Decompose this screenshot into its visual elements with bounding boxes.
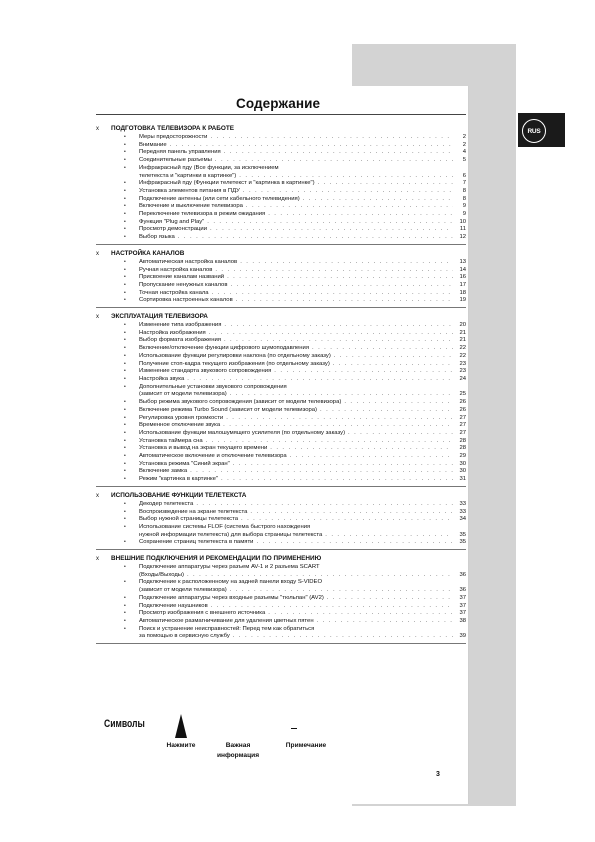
bullet-icon: • <box>124 617 126 624</box>
toc-entry-text: Использование функции малошумящего усилителя (по отдельному заказу) <box>139 429 346 436</box>
toc-entry[interactable] <box>96 134 466 142</box>
bullet-icon: • <box>124 414 126 421</box>
toc-entry-text: нужной информации телетекста) для выбора страницы телетекста <box>139 531 323 538</box>
dot-leader <box>290 453 453 461</box>
bullet-icon: • <box>124 218 126 225</box>
toc-entry[interactable] <box>96 157 466 165</box>
bullet-icon: • <box>124 345 126 352</box>
toc-page-number: 28 <box>459 437 466 444</box>
bullet-icon: • <box>124 352 126 359</box>
bullet-icon: • <box>124 226 126 233</box>
section-title-text: ЭКСПЛУАТАЦИЯ ТЕЛЕВИЗОРА <box>111 313 208 321</box>
toc-entry-text: Установка и вывод на экран текущего времени <box>139 445 268 452</box>
bullet-icon: • <box>124 289 126 296</box>
toc-entry-text: Выбор формата изображения <box>139 337 221 344</box>
toc-entry-text: Присвоение каналам названий <box>139 274 225 281</box>
toc-entry[interactable] <box>96 407 466 415</box>
toc-page-number: 33 <box>459 508 466 515</box>
toc-entry-text: Получение стоп-кадра текущего изображения (по отдельному заказу) <box>139 360 330 367</box>
toc-entry-text: Пропускание ненужных каналов <box>139 281 228 288</box>
toc-page-number: 37 <box>459 610 466 617</box>
dot-leader <box>233 633 453 641</box>
dot-leader <box>333 361 453 369</box>
dot-leader <box>303 196 453 204</box>
toc-entry[interactable] <box>96 376 466 384</box>
toc-entry-text: Переключение телевизора в режим ожидания <box>139 211 266 218</box>
dot-leader <box>268 610 453 618</box>
dot-leader <box>268 211 453 219</box>
toc-entry-text: Автоматическое включение и отключение телевизора <box>139 453 287 460</box>
dot-leader <box>230 587 453 595</box>
toc-entry[interactable] <box>96 453 466 461</box>
toc-page-number: 2 <box>462 141 466 148</box>
toc-entry-text: Подключение аппаратуры через входные разъемы "тюльпан" (AV2) <box>139 594 324 601</box>
toc-entry-text: Автоматическая настройка каналов <box>139 258 238 265</box>
dot-leader <box>170 142 453 150</box>
toc-page-number: 26 <box>459 399 466 406</box>
bullet-icon: • <box>124 234 126 241</box>
toc-page-number: 36 <box>459 571 466 578</box>
toc-entry[interactable] <box>96 461 466 469</box>
toc-entry[interactable] <box>96 203 466 211</box>
bullet-icon: • <box>124 360 126 367</box>
toc-entry[interactable] <box>96 196 466 204</box>
dot-leader <box>230 282 453 290</box>
toc-entry-text: Воспроизведение на экране телетекста <box>139 508 248 515</box>
toc-entry-text: Изменение стандарта звукового сопровождения <box>139 368 272 375</box>
toc-page-number: 23 <box>459 360 466 367</box>
bullet-icon: • <box>124 157 126 164</box>
toc-entry-text: Установка таймера сна <box>139 437 203 444</box>
toc-entry-text: Установка режима "Синий экран" <box>139 460 230 467</box>
section-divider <box>96 549 466 550</box>
dot-leader <box>250 509 453 517</box>
dot-leader <box>224 149 453 157</box>
toc-entry-text: Дополнительные установки звукового сопровождения <box>139 383 287 390</box>
language-badge: RUS <box>522 119 546 143</box>
toc-section <box>96 124 466 245</box>
toc-entry-text: Использование функции регулировки наклона (по отдельному заказу) <box>139 352 331 359</box>
section-marker: x <box>96 556 99 563</box>
toc-entry-text: Сохранение страниц телетекста в памяти <box>139 539 254 546</box>
toc-page-number: 17 <box>459 281 466 288</box>
toc-entry[interactable] <box>96 564 466 579</box>
toc-section-title <box>96 249 466 259</box>
dot-leader <box>246 203 453 211</box>
toc-page-number: 18 <box>459 289 466 296</box>
toc-page-number: 29 <box>459 453 466 460</box>
dot-leader <box>325 532 453 540</box>
table-of-contents <box>96 124 466 648</box>
dot-leader <box>334 353 453 361</box>
page-number: 3 <box>436 770 440 778</box>
bullet-icon: • <box>124 337 126 344</box>
toc-page-number: 34 <box>459 516 466 523</box>
toc-entry-text: Настройка изображения <box>139 329 206 336</box>
toc-section <box>96 312 466 487</box>
toc-entry[interactable] <box>96 282 466 290</box>
dot-leader <box>256 539 453 547</box>
toc-entry[interactable] <box>96 626 466 641</box>
bullet-icon: • <box>124 368 126 375</box>
dot-leader <box>207 219 453 227</box>
toc-entry-text: Включение и выключение телевизора <box>139 203 243 210</box>
toc-entry[interactable] <box>96 259 466 267</box>
toc-entry-text: (зависит от модели телевизора) <box>139 391 227 398</box>
dot-leader <box>317 618 453 626</box>
toc-page-number: 24 <box>459 375 466 382</box>
toc-entry[interactable] <box>96 180 466 188</box>
dot-leader <box>211 603 453 611</box>
toc-entry[interactable] <box>96 211 466 219</box>
toc-entry-text: за помощью в сервисную службу <box>139 633 230 640</box>
toc-page-number: 8 <box>462 195 466 202</box>
bullet-icon: • <box>124 429 126 436</box>
toc-entry-text: Функция "Plug and Play" <box>139 218 205 225</box>
toc-entry[interactable] <box>96 595 466 603</box>
dot-leader <box>243 188 453 196</box>
bullet-icon: • <box>124 180 126 187</box>
dot-leader <box>210 134 453 142</box>
toc-entry-text: (Входы/Выходы) <box>139 571 184 578</box>
toc-section-title <box>96 491 466 501</box>
bullet-icon: • <box>124 437 126 444</box>
toc-entry-text: Выбор режима звукового сопровождения (зависит от модели телевизора) <box>139 399 342 406</box>
toc-entry[interactable] <box>96 516 466 524</box>
dot-leader <box>344 399 453 407</box>
toc-page-number: 14 <box>459 266 466 273</box>
bullet-icon: • <box>124 564 126 571</box>
toc-entry[interactable] <box>96 345 466 353</box>
toc-page-number: 12 <box>459 234 466 241</box>
bullet-icon: • <box>124 406 126 413</box>
dot-leader <box>190 468 453 476</box>
toc-entry-text: Настройка звука <box>139 375 185 382</box>
bullet-icon: • <box>124 453 126 460</box>
bullet-icon: • <box>124 274 126 281</box>
toc-entry[interactable] <box>96 524 466 539</box>
bullet-icon: • <box>124 258 126 265</box>
toc-entry[interactable] <box>96 438 466 446</box>
toc-entry[interactable] <box>96 142 466 150</box>
toc-entry[interactable] <box>96 330 466 338</box>
section-divider <box>96 486 466 487</box>
toc-entry-text: Передняя панель управления <box>139 149 221 156</box>
section-title-text: НАСТРОЙКА КАНАЛОВ <box>111 249 185 257</box>
bullet-icon: • <box>124 195 126 202</box>
toc-entry[interactable] <box>96 274 466 282</box>
toc-page-number: 22 <box>459 345 466 352</box>
bullet-icon: • <box>124 383 126 390</box>
note-caption: Примечание <box>285 742 327 749</box>
toc-entry-text: Временное отключение звука <box>139 422 221 429</box>
toc-entry[interactable] <box>96 476 466 484</box>
bullet-icon: • <box>124 476 126 483</box>
bullet-icon: • <box>124 516 126 523</box>
toc-page-number: 35 <box>459 539 466 546</box>
page-title: Содержание <box>236 96 321 111</box>
toc-entry-text: Подключение антенны (или сети кабельного телевидения) <box>139 195 300 202</box>
section-marker: x <box>96 126 99 132</box>
toc-page-number: 6 <box>462 172 466 179</box>
dot-leader <box>227 274 453 282</box>
toc-entry[interactable] <box>96 501 466 509</box>
symbols-title: Символы <box>104 718 145 730</box>
dot-leader <box>215 267 453 275</box>
toc-entry[interactable] <box>96 353 466 361</box>
toc-entry[interactable] <box>96 399 466 407</box>
toc-page-number: 9 <box>462 211 466 218</box>
toc-entry-text: Точная настройка канала <box>139 289 209 296</box>
dot-leader <box>178 234 453 242</box>
toc-section-title <box>96 124 466 134</box>
toc-entry-text: Подключение к расположенному на задней панели входу S-VIDEO <box>139 579 323 586</box>
toc-entry[interactable] <box>96 603 466 611</box>
toc-entry[interactable] <box>96 468 466 476</box>
bullet-icon: • <box>124 266 126 273</box>
toc-section <box>96 249 466 308</box>
toc-entry[interactable] <box>96 422 466 430</box>
toc-entry[interactable] <box>96 361 466 369</box>
bullet-icon: • <box>124 329 126 336</box>
section-divider <box>96 244 466 245</box>
toc-entry-text: Автоматическое размагничивание для удаления цветных пятен <box>139 617 314 624</box>
toc-entry[interactable] <box>96 337 466 345</box>
toc-entry-text: Установка элементов питания в ПДУ <box>139 187 240 194</box>
toc-entry[interactable] <box>96 368 466 376</box>
toc-entry-text: Просмотр изображения с внешнего источника <box>139 610 266 617</box>
toc-page-number: 25 <box>459 391 466 398</box>
toc-page-number: 31 <box>459 476 466 483</box>
toc-page-number: 7 <box>462 180 466 187</box>
toc-entry-text: Включение замка <box>139 468 188 475</box>
bullet-icon: • <box>124 539 126 546</box>
bullet-icon: • <box>124 468 126 475</box>
toc-entry[interactable] <box>96 415 466 423</box>
toc-page-number: 30 <box>459 460 466 467</box>
bullet-icon: • <box>124 602 126 609</box>
dot-leader <box>224 322 453 330</box>
toc-section <box>96 554 466 644</box>
dot-leader <box>270 445 453 453</box>
toc-entry-text: Внимание <box>139 141 167 148</box>
toc-entry[interactable] <box>96 322 466 330</box>
bullet-icon: • <box>124 610 126 617</box>
toc-entry[interactable] <box>96 445 466 453</box>
toc-entry-text: Соединительные разъемы <box>139 157 212 164</box>
bullet-icon: • <box>124 460 126 467</box>
toc-entry[interactable] <box>96 539 466 547</box>
toc-page-number: 30 <box>459 468 466 475</box>
toc-page-number: 35 <box>459 531 466 538</box>
dot-leader <box>241 516 453 524</box>
toc-entry[interactable] <box>96 618 466 626</box>
toc-entry-text: Использование системы FLOF (система быстрого нахождения <box>139 523 311 530</box>
bullet-icon: • <box>124 399 126 406</box>
dot-leader <box>318 180 453 188</box>
dot-leader <box>226 415 453 423</box>
toc-page-number: 27 <box>459 414 466 421</box>
section-title-text: ИСПОЛЬЗОВАНИЕ ФУНКЦИИ ТЕЛЕТЕКСТА <box>111 491 247 499</box>
dot-leader <box>224 337 453 345</box>
toc-entry[interactable] <box>96 430 466 438</box>
bullet-icon: • <box>124 134 126 140</box>
section-marker: x <box>96 250 99 257</box>
toc-entry[interactable] <box>96 579 466 594</box>
toc-entry[interactable] <box>96 165 466 180</box>
toc-entry-text: телетекста и "картинки в картинке") <box>139 172 237 179</box>
toc-entry[interactable] <box>96 226 466 234</box>
dot-leader <box>240 259 453 267</box>
important-caption-1: Важная <box>225 742 251 749</box>
bullet-icon: • <box>124 297 126 304</box>
toc-page-number: 9 <box>462 203 466 210</box>
bullet-icon: • <box>124 375 126 382</box>
bullet-icon: • <box>124 211 126 218</box>
toc-page-number: 4 <box>462 149 466 156</box>
important-caption-2: информация <box>216 752 260 759</box>
toc-entry-text: Инфракрасный пду (Все функции, за исключением <box>139 164 279 171</box>
dot-leader <box>327 595 453 603</box>
toc-entry-text: Подключение аппаратуры через разъем AV-1 и 2 разъема SCART <box>139 564 320 571</box>
press-symbol-icon <box>175 714 187 738</box>
toc-entry-text: Поиск и устранение неисправностей: Перед тем как обратиться <box>139 625 315 632</box>
toc-entry[interactable] <box>96 188 466 196</box>
toc-entry-text: Регулировка уровня громкости <box>139 414 224 421</box>
toc-page-number: 23 <box>459 368 466 375</box>
toc-page-number: 28 <box>459 445 466 452</box>
toc-entry-text: Подключение наушников <box>139 602 208 609</box>
section-divider <box>96 307 466 308</box>
bullet-icon: • <box>124 141 126 148</box>
section-title-text: ПОДГОТОВКА ТЕЛЕВИЗОРА К РАБОТЕ <box>111 125 234 132</box>
toc-page-number: 21 <box>459 329 466 336</box>
dot-leader <box>196 501 453 509</box>
toc-page-number: 39 <box>459 633 466 640</box>
bullet-icon: • <box>124 164 126 171</box>
toc-page-number: 20 <box>459 322 466 329</box>
dot-leader <box>215 157 453 165</box>
toc-page-number: 21 <box>459 337 466 344</box>
section-marker: x <box>96 314 99 321</box>
toc-entry-text: (зависит от модели телевизора) <box>139 587 227 594</box>
bullet-icon: • <box>124 625 126 632</box>
bullet-icon: • <box>124 508 126 515</box>
section-title-text: ВНЕШНИЕ ПОДКЛЮЧЕНИЯ И РЕКОМЕНДАЦИИ ПО ПРИМЕНЕНИЮ <box>111 555 322 563</box>
toc-entry[interactable] <box>96 610 466 618</box>
toc-entry-text: Декодер телетекста <box>139 500 194 507</box>
dot-leader <box>187 376 453 384</box>
toc-entry-text: Инфракрасный пду (Функции телетекст и "картинка в картинке") <box>139 180 315 187</box>
toc-page-number: 22 <box>459 352 466 359</box>
toc-section-title <box>96 312 466 322</box>
bullet-icon: • <box>124 500 126 507</box>
bullet-icon: • <box>124 445 126 452</box>
toc-entry[interactable] <box>96 290 466 298</box>
dot-leader <box>209 330 453 338</box>
dot-leader <box>212 290 453 298</box>
toc-entry-text: Режим "картинка в картинке" <box>139 476 219 483</box>
toc-entry[interactable] <box>96 297 466 305</box>
toc-page-number: 26 <box>459 406 466 413</box>
toc-entry[interactable] <box>96 149 466 157</box>
section-marker: x <box>96 492 99 499</box>
bullet-icon: • <box>124 149 126 156</box>
dot-leader <box>320 407 453 415</box>
dot-leader <box>274 368 453 376</box>
dot-leader <box>348 430 453 438</box>
dot-leader <box>210 226 453 234</box>
bullet-icon: • <box>124 579 126 586</box>
dot-leader <box>312 345 453 353</box>
bullet-icon: • <box>124 523 126 530</box>
dot-leader <box>223 422 453 430</box>
toc-page-number: 19 <box>459 297 466 304</box>
toc-page-number: 27 <box>459 429 466 436</box>
press-caption: Нажмите <box>166 742 196 749</box>
toc-entry-text: Изменение типа изображения <box>139 322 222 329</box>
toc-page-number: 16 <box>459 274 466 281</box>
dot-leader <box>230 391 453 399</box>
toc-page-number: 11 <box>459 226 466 233</box>
toc-page-number: 8 <box>462 187 466 194</box>
dot-leader <box>206 438 453 446</box>
toc-entry-text: Ручная настройка каналов <box>139 266 213 273</box>
dot-leader <box>221 476 453 484</box>
toc-entry-text: Выбор языка <box>139 234 175 241</box>
toc-page-number: 5 <box>462 157 466 164</box>
toc-page-number: 10 <box>459 218 466 225</box>
dot-leader <box>233 461 453 469</box>
bullet-icon: • <box>124 422 126 429</box>
title-divider <box>96 114 466 115</box>
toc-entry[interactable] <box>96 384 466 399</box>
toc-entry-text: Выбор нужной страницы телетекста <box>139 516 239 523</box>
toc-entry[interactable] <box>96 219 466 227</box>
toc-entry-text: Включение/отключение функции цифрового шумоподавления <box>139 345 310 352</box>
toc-page-number: 2 <box>462 134 466 140</box>
toc-page-number: 37 <box>459 594 466 601</box>
toc-entry[interactable] <box>96 234 466 242</box>
bullet-icon: • <box>124 322 126 329</box>
toc-page-number: 27 <box>459 422 466 429</box>
toc-page-number: 13 <box>459 258 466 265</box>
toc-entry-text: Меры предосторожности <box>139 134 208 140</box>
section-divider <box>96 643 466 644</box>
toc-page-number: 36 <box>459 587 466 594</box>
note-symbol-icon <box>291 728 297 729</box>
bullet-icon: • <box>124 187 126 194</box>
bullet-icon: • <box>124 281 126 288</box>
toc-page-number: 38 <box>459 617 466 624</box>
dot-leader <box>236 297 453 305</box>
toc-entry-text: Сортировка настроенных каналов <box>139 297 233 304</box>
toc-entry-text: Включение режима Turbo Sound (зависит от модели телевизора) <box>139 406 318 413</box>
bullet-icon: • <box>124 203 126 210</box>
toc-section <box>96 491 466 550</box>
toc-entry-text: Просмотр демонстрации <box>139 226 207 233</box>
bullet-icon: • <box>124 594 126 601</box>
toc-section-title <box>96 554 466 564</box>
toc-page-number: 33 <box>459 500 466 507</box>
toc-page-number: 37 <box>459 602 466 609</box>
